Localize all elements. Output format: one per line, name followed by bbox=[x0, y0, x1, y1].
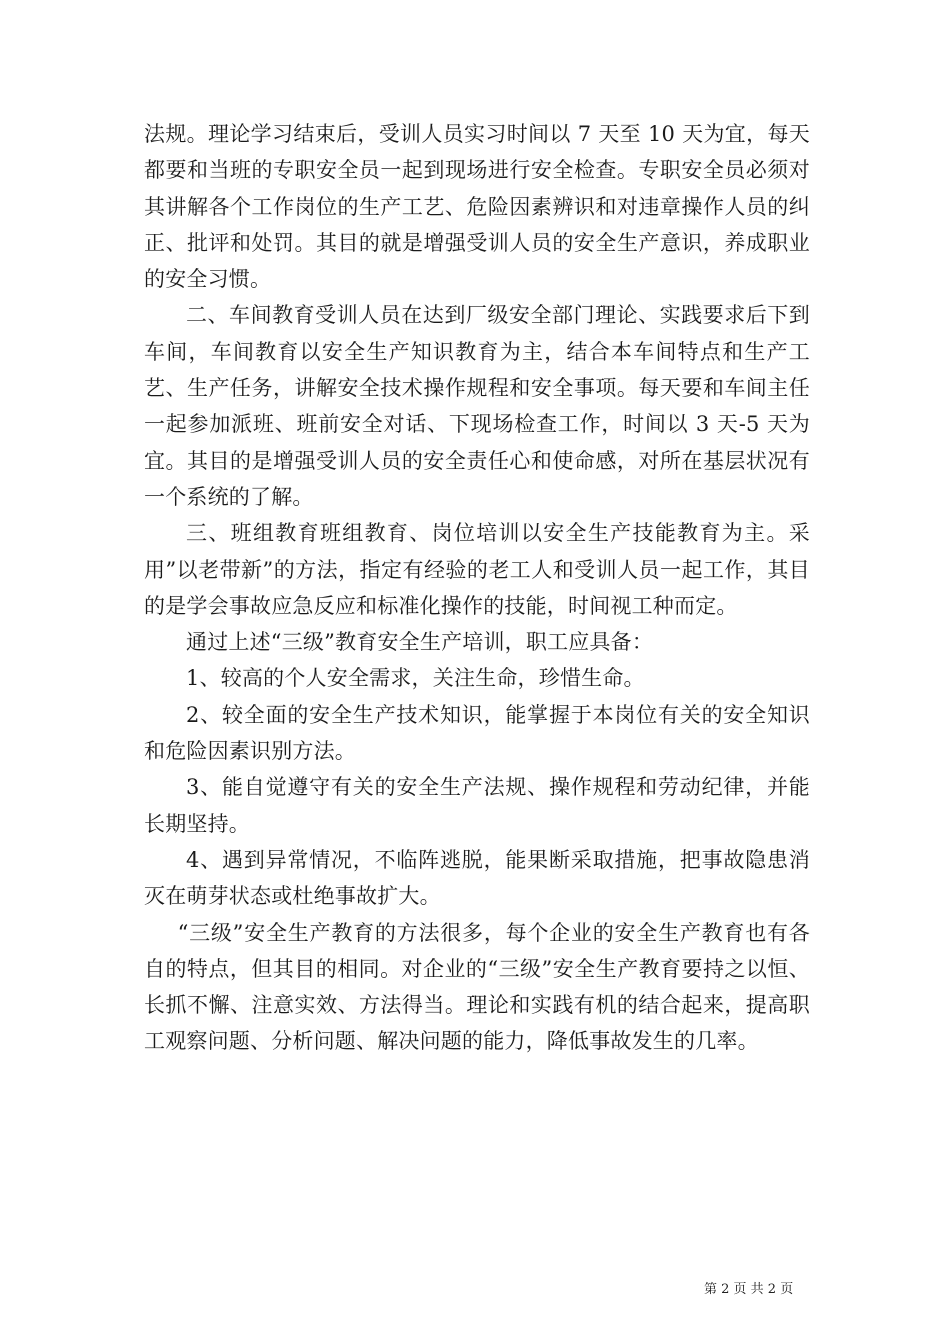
document-body bbox=[144, 116, 810, 1060]
list-item-1: 1、较高的个人安全需求，关注生命，珍惜生命。 bbox=[186, 666, 645, 691]
page-number-footer: 第 2 页 共 2 页 bbox=[704, 1282, 794, 1297]
paragraph-workshop-education: 二、车间教育受训人员在达到厂级安全部门理论、实践要求后下到车间，车间教育以安全生产知识教育为主，结合本车间特点和生产工艺、生产任务，讲解安全技术操作规程和安全事项。每天要和车间主任一起参加派班、班前安全对话、下现场检查工作，时间以 3 天-5 天为宜。其目的是增强受训人员的安全责任心和使命感，对所在基层状况有一个系统的了解。 bbox=[144, 303, 810, 509]
list-item-3: 3、能自觉遵守有关的安全生产法规、操作规程和劳动纪律，并能长期坚持。 bbox=[144, 775, 810, 836]
paragraph-team-education: 三、班组教育班组教育、岗位培训以安全生产技能教育为主。采用”以老带新”的方法，指定有经验的老工人和受训人员一起工作，其目的是学会事故应急反应和标准化操作的技能，时间视工种而定。 bbox=[144, 521, 810, 618]
paragraph-continuation: 法规。理论学习结束后，受训人员实习时间以 7 天至 10 天为宜，每天都要和当班的专职安全员一起到现场进行安全检查。专职安全员必须对其讲解各个工作岗位的生产工艺、危险因素辨识和对违章操作人员的纠正、批评和处罚。其目的就是增强受训人员的安全生产意识，养成职业的安全习惯。 bbox=[144, 122, 810, 292]
list-item-4: 4、遇到异常情况，不临阵逃脱，能果断采取措施，把事故隐患消灭在萌芽状态或杜绝事故扩大。 bbox=[144, 847, 810, 909]
list-item-2: 2、较全面的安全生产技术知识，能掌握于本岗位有关的安全知识和危险因素识别方法。 bbox=[144, 702, 810, 764]
paragraph-summary-intro: 通过上述“三级”教育安全生产培训，职工应具备： bbox=[186, 630, 654, 655]
paragraph-conclusion: “三级”安全生产教育的方法很多，每个企业的安全生产教育也有各自的特点，但其目的相同。对企业的“三级”安全生产教育要持之以恒、长抓不懈、注意实效、方法得当。理论和实践有机的结合起来，提高职工观察问题、分析问题、解决问题的能力，降低事故发生的几率。 bbox=[144, 920, 810, 1054]
